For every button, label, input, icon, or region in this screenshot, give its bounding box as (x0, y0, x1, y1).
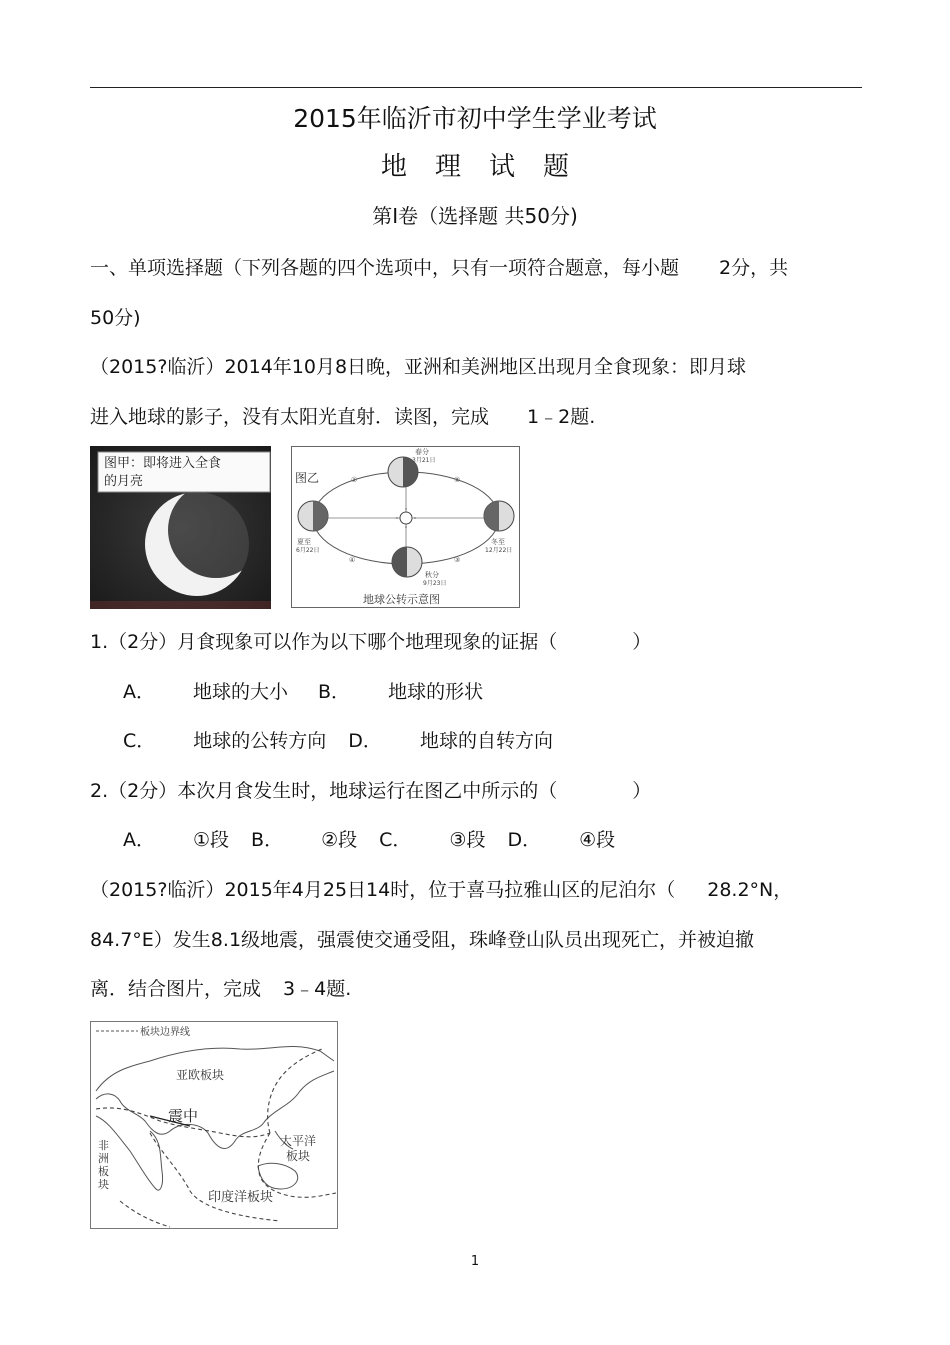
q1-option-b-letter: B． (318, 681, 351, 703)
segment-3: ③ (454, 556, 461, 564)
q2-option-a-letter: A． (123, 829, 155, 851)
figure-right-label: 图乙 (295, 471, 320, 485)
figure-right-caption: 地球公转示意图 (363, 593, 440, 606)
spring-term: 春分 (415, 448, 429, 456)
passage2-question-range: 3﹣4题. (283, 978, 352, 1000)
autumn-date: 9月23日 (423, 580, 447, 587)
figure-lunar-eclipse (90, 446, 271, 609)
q1-option-a-letter: A． (123, 681, 155, 703)
passage2-line1 (90, 878, 792, 902)
map-label-african-3: 板 (98, 1165, 109, 1178)
map-label-african-1: 非 (98, 1139, 109, 1152)
question-2-options (90, 828, 615, 852)
question-2-text: 2.（2分）本次月食发生时，地球运行在图乙中所示的（ (90, 780, 558, 802)
figure-plate-map (90, 1021, 338, 1229)
q1-option-c: 地球的公转方向 (193, 730, 327, 752)
passage1-line2-text: 进入地球的影子，没有太阳光直射．读图，完成 (90, 406, 490, 428)
earth-autumn-icon (392, 547, 422, 577)
volume-title: 第Ⅰ卷（选择题 共50分) (372, 204, 578, 228)
map-label-eurasian: 亚欧板块 (176, 1068, 225, 1082)
map-label-epicenter: 震中 (168, 1107, 199, 1125)
earth-winter-icon (484, 501, 514, 531)
passage2-latitude: 28.2°N， (707, 879, 793, 901)
map-label-indian: 印度洋板块 (208, 1190, 274, 1205)
q2-option-b-letter: B． (251, 829, 284, 851)
map-legend: 板块边界线 (140, 1027, 190, 1038)
question-2-stem (90, 779, 651, 803)
question-1-options-ab (90, 680, 483, 704)
question-2-close: ） (632, 780, 652, 802)
autumn-term: 秋分 (425, 571, 439, 579)
question-1-text: 1.（2分）月食现象可以作为以下哪个地理现象的证据（ (90, 631, 558, 653)
spring-date: 3月21日 (412, 457, 436, 464)
figure-left-caption-2: 的月亮 (104, 474, 144, 489)
top-rule (90, 87, 862, 88)
q2-option-c-letter: C． (379, 829, 412, 851)
passage2-line3-text: 离．结合图片，完成 (90, 978, 262, 1000)
page-number: 1 (470, 1254, 480, 1269)
q2-option-b: ②段 (321, 829, 358, 851)
q1-option-c-letter: C． (123, 730, 156, 752)
question-1-close: ） (632, 631, 652, 653)
q1-option-b: 地球的形状 (388, 681, 484, 703)
passage1-line1: （2015?临沂）2014年10月8日晚，亚洲和美洲地区出现月全食现象：即月球 (90, 356, 747, 378)
q2-option-c: ③段 (449, 829, 486, 851)
passage1-question-range: 1﹣2题. (527, 406, 596, 428)
winter-term: 冬至 (491, 538, 505, 546)
segment-2: ② (454, 476, 461, 484)
subject-title: 地理试题 (380, 152, 597, 182)
passage2-line1-text: （2015?临沂）2015年4月25日14时，位于喜马拉雅山区的尼泊尔（ (90, 879, 676, 901)
question-1-options-cd (90, 729, 553, 753)
summer-date: 6月22日 (296, 547, 320, 554)
q1-option-a: 地球的大小 (193, 681, 289, 703)
figure-earth-revolution (291, 446, 520, 608)
q2-option-d-letter: D． (507, 829, 542, 851)
section-heading-points: 2分，共 (719, 257, 789, 279)
question-1-stem (90, 630, 651, 654)
passage1-line2 (90, 405, 595, 429)
q2-option-a: ①段 (193, 829, 230, 851)
section-heading (90, 256, 788, 280)
map-label-pacific-1: 太平洋 (280, 1134, 317, 1148)
q1-option-d-letter: D． (348, 730, 382, 752)
map-label-african-2: 洲 (98, 1152, 109, 1165)
q1-option-d: 地球的自转方向 (419, 730, 553, 752)
summer-term: 夏至 (297, 538, 311, 546)
section-heading-cont: 50分) (90, 307, 141, 329)
earth-summer-icon (298, 501, 328, 531)
passage2-line3 (90, 977, 351, 1001)
map-label-pacific-2: 板块 (286, 1149, 311, 1163)
map-label-african-4: 块 (98, 1178, 109, 1191)
section-heading-text: 一、单项选择题（下列各题的四个选项中，只有一项符合题意，每小题 (90, 257, 680, 279)
exam-title: 2015年临沂市初中学生学业考试 (293, 104, 657, 133)
q2-option-d: ④段 (579, 829, 616, 851)
segment-4: ④ (349, 556, 356, 564)
winter-date: 12月22日 (485, 547, 513, 554)
passage2-line2: 84.7°E）发生8.1级地震，强震使交通受阻，珠峰登山队员出现死亡，并被迫撤 (90, 929, 755, 951)
figure-left-caption-1: 图甲：即将进入全食 (104, 456, 222, 471)
segment-1: ① (351, 476, 358, 484)
